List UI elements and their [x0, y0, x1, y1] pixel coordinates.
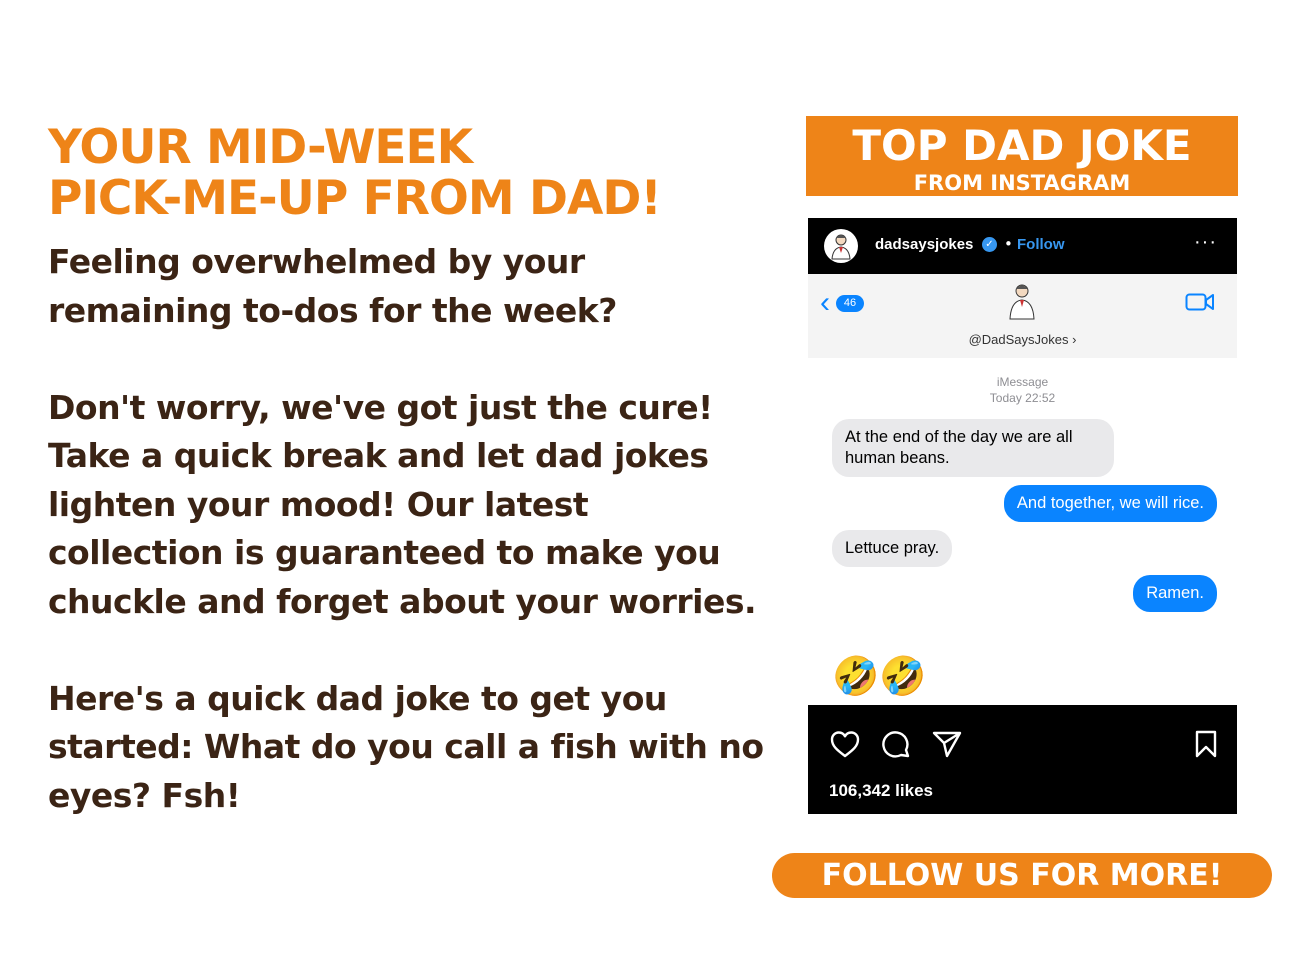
- top-joke-banner: [806, 116, 1238, 196]
- banner-subtitle: FROM INSTAGRAM: [913, 171, 1131, 195]
- message-bubble-outgoing: And together, we will rice.: [1004, 485, 1217, 522]
- back-chevron-icon[interactable]: ‹: [820, 286, 830, 319]
- profile-avatar[interactable]: [824, 229, 858, 263]
- message-bubble-incoming: At the end of the day we are all human beans.: [832, 419, 1114, 477]
- headline: [48, 122, 788, 224]
- bookmark-save-icon[interactable]: [1194, 729, 1218, 759]
- follow-cta-button[interactable]: FOLLOW US FOR MORE!: [772, 853, 1272, 898]
- like-heart-icon[interactable]: [829, 729, 861, 759]
- post-header: [808, 218, 1237, 274]
- laughing-emoji-icon: 🤣🤣: [832, 654, 927, 698]
- headline-line-2: PICK-ME-UP FROM DAD!: [48, 171, 661, 226]
- contact-avatar: [1001, 279, 1043, 321]
- video-call-icon[interactable]: [1185, 292, 1215, 316]
- imessage-header: [808, 274, 1237, 358]
- headline-line-1: YOUR MID-WEEK: [48, 120, 473, 175]
- likes-count[interactable]: 106,342 likes: [829, 781, 933, 800]
- body-copy: [48, 238, 768, 869]
- follow-button[interactable]: Follow: [1017, 236, 1065, 253]
- imessage-service-label: iMessage: [996, 375, 1049, 389]
- body-paragraph-1: Feeling overwhelmed by your remaining to-dos for the week?: [48, 242, 617, 330]
- comment-icon[interactable]: [880, 729, 912, 761]
- instagram-post: [808, 218, 1237, 814]
- more-options-icon[interactable]: ···: [1194, 231, 1217, 253]
- message-bubble-incoming: Lettuce pray.: [832, 530, 952, 567]
- imessage-timestamp: Today 22:52: [989, 391, 1056, 405]
- unread-count-badge: 46: [836, 295, 864, 312]
- post-actions-bar: [808, 705, 1237, 814]
- message-bubble-outgoing: Ramen.: [1133, 575, 1217, 612]
- banner-title: TOP DAD JOKE: [852, 121, 1192, 170]
- separator-dot: •: [1004, 235, 1013, 253]
- verified-badge-icon: ✓: [982, 237, 997, 252]
- post-username[interactable]: dadsaysjokes: [875, 236, 974, 253]
- body-paragraph-3: Here's a quick dad joke to get you started: What do you call a fish with no eyes? Fsh!: [48, 678, 764, 815]
- contact-handle[interactable]: @DadSaysJokes ›: [968, 332, 1077, 347]
- share-send-icon[interactable]: [931, 729, 963, 759]
- body-paragraph-2: Don't worry, we've got just the cure! Take a quick break and let dad jokes lighten your mood! Our latest collection is guaranteed to make you chuckle and forget about your worries.: [48, 387, 757, 621]
